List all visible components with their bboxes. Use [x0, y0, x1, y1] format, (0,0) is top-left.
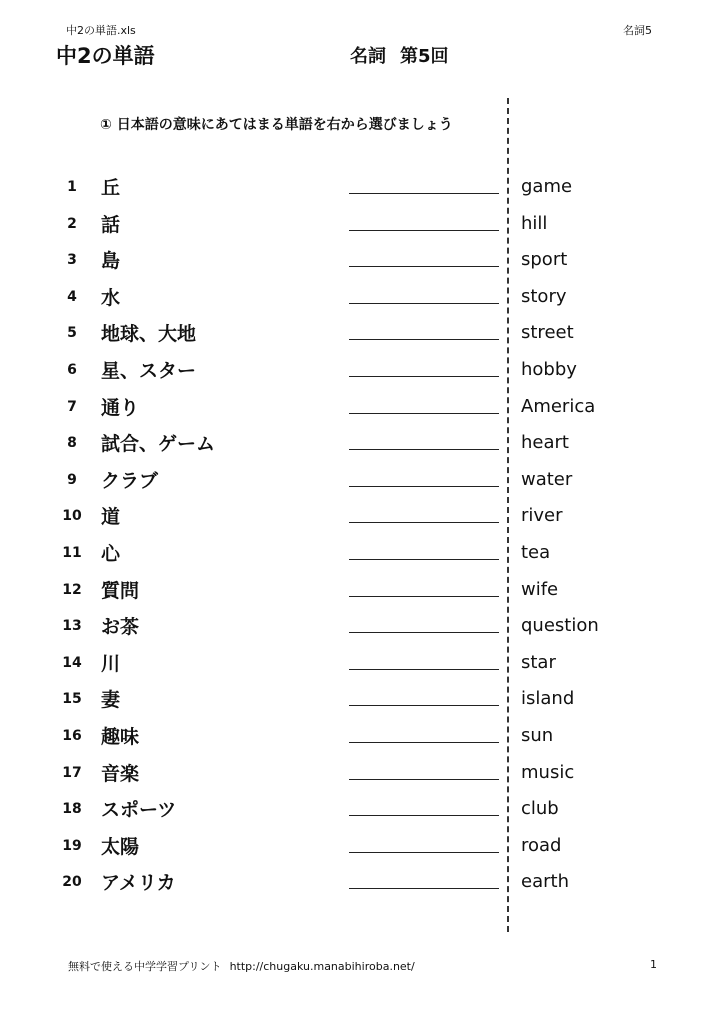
question-number: 8 [67, 435, 77, 452]
english-choice: sport [521, 249, 568, 271]
page-title: 中2の単語 [56, 44, 155, 68]
answer-blank[interactable] [349, 193, 499, 194]
question-row [0, 791, 724, 827]
question-row [0, 242, 724, 278]
question-number: 18 [62, 801, 82, 818]
question-number: 12 [62, 581, 82, 598]
english-choice: road [521, 834, 562, 856]
answer-blank[interactable] [349, 742, 499, 743]
japanese-word: 妻 [101, 689, 121, 712]
question-number: 19 [62, 837, 82, 854]
japanese-word: 地球、大地 [101, 323, 197, 346]
worksheet-code: 名詞5 [623, 24, 652, 37]
question-row [0, 572, 724, 608]
question-row [0, 864, 724, 900]
question-number: 4 [67, 288, 77, 305]
question-number: 1 [67, 179, 77, 195]
question-number: 2 [67, 215, 77, 232]
english-choice: game [521, 176, 573, 197]
question-number: 16 [62, 728, 82, 744]
english-choice: music [521, 761, 575, 783]
worksheet-subtitle [350, 42, 449, 68]
question-number: 6 [67, 362, 77, 378]
footer-url: http://chugaku.manabihiroba.net/ [229, 960, 415, 973]
english-choice: street [521, 322, 574, 344]
english-choice: star [521, 651, 556, 673]
japanese-word: 話 [101, 213, 121, 236]
answer-blank[interactable] [349, 339, 499, 340]
english-choice: heart [521, 432, 569, 454]
answer-blank[interactable] [349, 266, 499, 267]
question-row [0, 828, 724, 864]
japanese-word: クラブ [101, 469, 159, 492]
japanese-word: 太陽 [101, 835, 140, 858]
question-row [0, 718, 724, 754]
answer-blank[interactable] [349, 669, 499, 670]
japanese-word: 星、スター [101, 360, 197, 382]
english-choice: river [521, 505, 563, 527]
answer-blank[interactable] [349, 559, 499, 560]
question-number: 13 [62, 618, 82, 635]
question-number: 10 [62, 508, 82, 525]
question-row [0, 352, 724, 388]
question-row [0, 169, 724, 205]
english-choice: story [521, 285, 567, 307]
question-number: 15 [62, 691, 82, 708]
footer-text: 無料で使える中学学習プリント [68, 960, 222, 973]
question-row [0, 535, 724, 571]
japanese-word: アメリカ [101, 872, 176, 895]
question-number: 20 [62, 874, 82, 891]
subtitle-category: 名詞 [350, 46, 386, 67]
answer-blank[interactable] [349, 705, 499, 706]
footer [68, 958, 415, 974]
question-row [0, 315, 724, 351]
japanese-word: 試合、ゲーム [101, 433, 216, 456]
question-number: 14 [62, 654, 82, 671]
answer-blank[interactable] [349, 486, 499, 487]
english-choice: island [521, 688, 575, 710]
answer-blank[interactable] [349, 596, 499, 597]
file-name: 中2の単語.xls [66, 24, 136, 37]
english-choice: America [521, 395, 596, 417]
question-number: 9 [67, 471, 77, 488]
subtitle-lesson: 第5回 [400, 46, 449, 67]
japanese-word: 質問 [101, 579, 140, 602]
question-row [0, 279, 724, 315]
japanese-word: 島 [101, 250, 121, 273]
question-row [0, 755, 724, 791]
question-row [0, 389, 724, 425]
answer-blank[interactable] [349, 230, 499, 231]
answer-blank[interactable] [349, 888, 499, 889]
japanese-word: 川 [101, 652, 121, 675]
question-number: 11 [62, 545, 82, 561]
answer-blank[interactable] [349, 376, 499, 377]
question-number: 7 [67, 398, 77, 415]
japanese-word: 丘 [101, 177, 121, 199]
answer-blank[interactable] [349, 303, 499, 304]
english-choice: wife [521, 578, 559, 600]
question-row [0, 462, 724, 498]
answer-blank[interactable] [349, 779, 499, 780]
answer-blank[interactable] [349, 852, 499, 853]
page-number: 1 [650, 958, 657, 971]
question-number: 17 [62, 764, 82, 781]
japanese-word: スポーツ [101, 799, 177, 822]
answer-blank[interactable] [349, 815, 499, 816]
english-choice: water [521, 468, 573, 490]
english-choice: question [521, 615, 599, 637]
answer-blank[interactable] [349, 522, 499, 523]
japanese-word: 道 [101, 506, 121, 529]
english-choice: club [521, 798, 559, 820]
question-row [0, 498, 724, 534]
japanese-word: お茶 [101, 616, 140, 639]
question-row [0, 645, 724, 681]
english-choice: tea [521, 542, 551, 563]
english-choice: hobby [521, 359, 577, 380]
question-number: 5 [67, 325, 77, 342]
english-choice: sun [521, 725, 554, 746]
japanese-word: 心 [101, 543, 121, 565]
japanese-word: 趣味 [101, 726, 140, 748]
english-choice: hill [521, 212, 548, 234]
english-choice: earth [521, 871, 569, 893]
answer-blank[interactable] [349, 413, 499, 414]
japanese-word: 音楽 [101, 762, 140, 785]
question-row [0, 608, 724, 644]
question-row [0, 206, 724, 242]
question-number: 3 [67, 252, 77, 269]
answer-blank[interactable] [349, 449, 499, 450]
question-row [0, 425, 724, 461]
instruction-text: ① 日本語の意味にあてはまる単語を右から選びましょう [100, 117, 453, 133]
japanese-word: 通り [101, 396, 140, 419]
japanese-word: 水 [101, 286, 121, 309]
question-row [0, 681, 724, 717]
answer-blank[interactable] [349, 632, 499, 633]
